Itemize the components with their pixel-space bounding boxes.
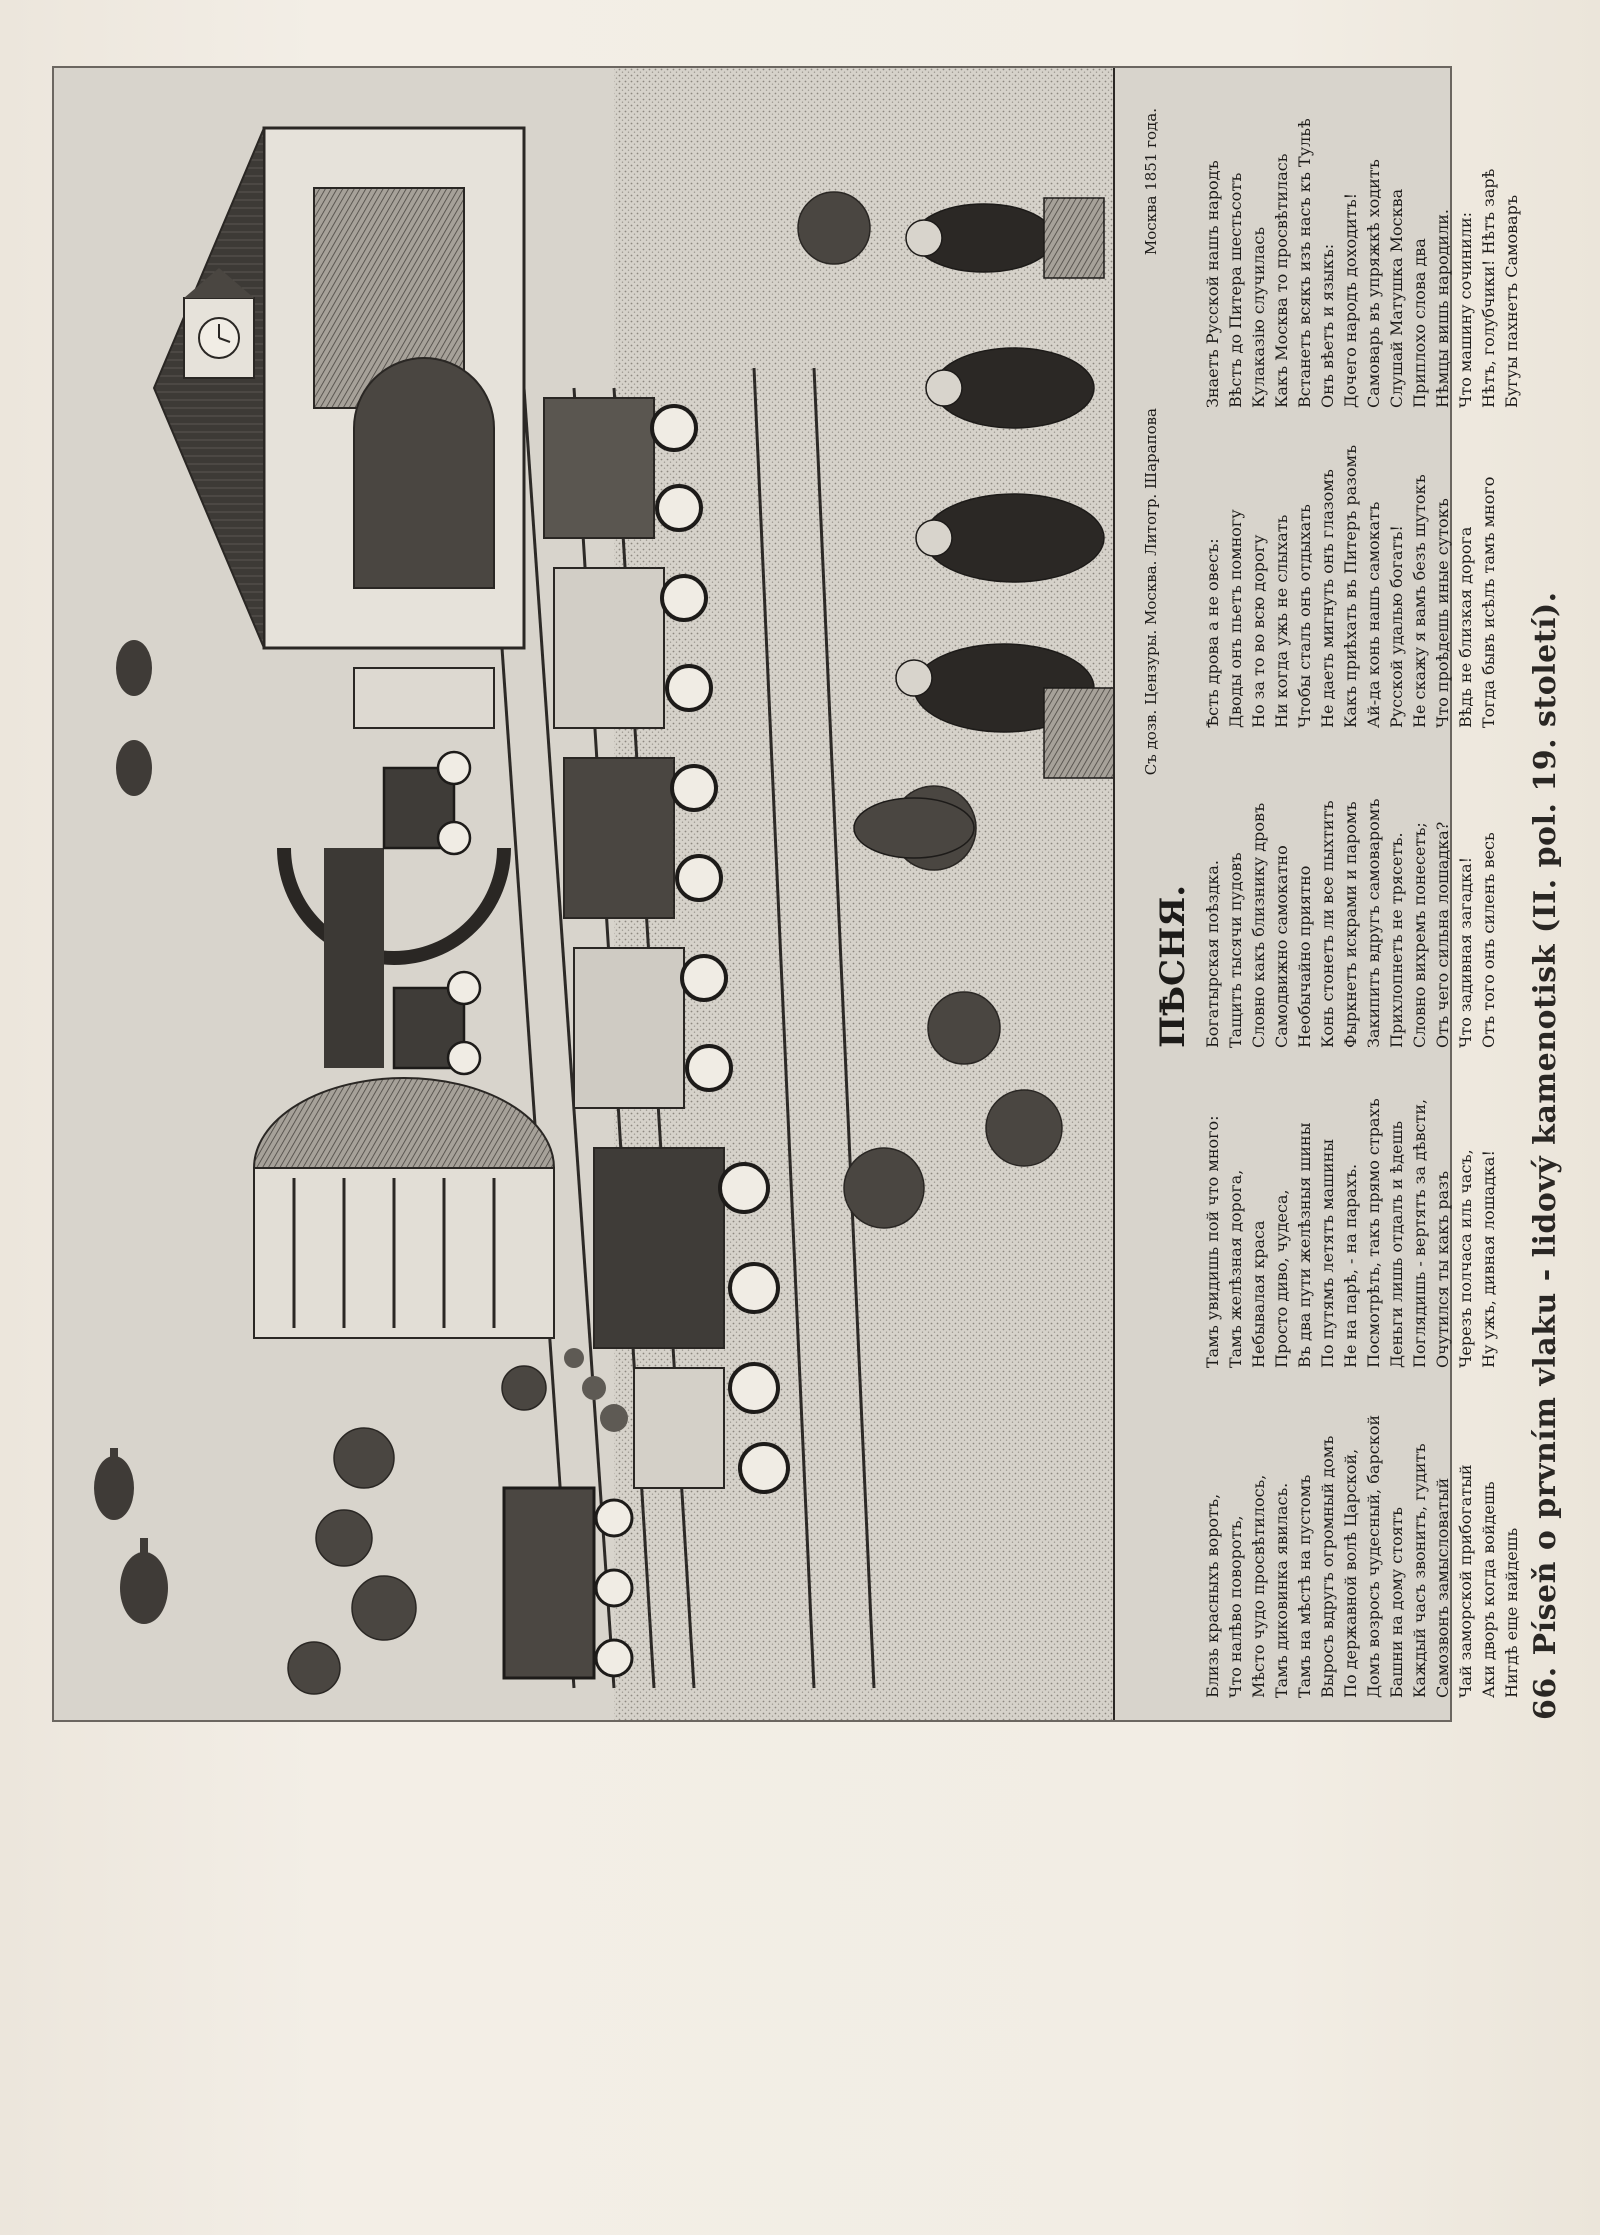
verse-line: Ай-да конь нашъ самокатъ: [1364, 501, 1383, 728]
verse-line: Фыркнетъ искрами и паромъ: [1341, 801, 1360, 1048]
song-title: ПѢСНЯ.: [1153, 884, 1193, 1048]
verse-line: Въ два пути желѣзныя шины: [1295, 1122, 1314, 1368]
verse-line: Дочего народъ доходитъ!: [1341, 192, 1360, 408]
verse-line: Нигдѣ еще найдешь: [1502, 1527, 1521, 1698]
figure-caption: 66. Píseň o prvním vlaku - lidový kamenotisk (II. pol. 19. století).: [1528, 591, 1563, 1720]
verse-line: Тамъ диковинка явилась.: [1272, 1482, 1291, 1698]
verse-line: Вѣдь не близкая дорога: [1456, 526, 1475, 728]
verse-line: Тамъ желѣзная дорога,: [1226, 1169, 1245, 1368]
verse-line: Знаетъ Русской нашъ народъ: [1203, 160, 1222, 408]
verse-line: Не на парѣ, - на парахъ.: [1341, 1163, 1360, 1368]
verse-line: Отъ того онъ силенъ весь: [1479, 832, 1498, 1048]
verse-line: Не скажу я вамъ безъ шутокъ: [1410, 474, 1429, 728]
verse-line: Бугуы пахнетъ Самоваръ: [1502, 194, 1521, 408]
verse-line: Словно какъ близнику дровъ: [1249, 802, 1268, 1048]
verse-line: Черезъ полчаса иль часъ,: [1456, 1149, 1475, 1368]
verse-line: Слушай Матушка Москва: [1387, 188, 1406, 408]
verse-line: Что налѣво поворотъ,: [1226, 1515, 1245, 1698]
verse-line: Нѣтъ, голубчики! Нѣтъ зарѣ: [1479, 168, 1498, 408]
verse-line: Нѣмцы вишь народили.: [1433, 208, 1452, 408]
verse-line: Онъ вѣетъ и языкъ:: [1318, 243, 1337, 408]
print-header-left: Съ дозв. Цензуры. Москва. Литогр. Шарапова: [1142, 408, 1160, 776]
verse-line: Ѣсть дрова а не овесъ:: [1203, 538, 1222, 728]
verse-line: Самоварь въ упряжкѣ ходитъ: [1364, 159, 1383, 408]
verse-line: Богатырская поѣздка.: [1203, 860, 1222, 1048]
verse-line: Мѣсто чудо просвѣтилось,: [1249, 1474, 1268, 1698]
verse-line: Тамъ увидишь пой что много:: [1203, 1115, 1222, 1368]
verse-line: Вѣстъ до Питера шестьсотъ: [1226, 172, 1245, 408]
verse-line: Прихлопнетъ не трясетъ.: [1387, 832, 1406, 1048]
verse-line: Ну ужъ, дивная лошадка!: [1479, 1150, 1498, 1368]
verse-line: Просто диво, чудеса,: [1272, 1189, 1291, 1368]
verse-line: Тамъ на мѣстѣ на пустомъ: [1295, 1474, 1314, 1698]
verse-line: Русской удалью богатъ!: [1387, 525, 1406, 728]
lithograph-plate: [52, 66, 1521, 1722]
verse-line: Башни на дому стоятъ: [1387, 1507, 1406, 1698]
verse-line: Близь красныхъ воротъ,: [1203, 1493, 1222, 1698]
verse-line: Что проѣдешь иные сутокъ: [1433, 498, 1452, 728]
verse-line: Каждый часъ звонитъ, гудитъ: [1410, 1443, 1429, 1698]
verse-line: Чай заморской прибогатый: [1456, 1464, 1475, 1698]
verse-line: По путямъ летятъ машины: [1318, 1138, 1337, 1368]
verse-line: Дводы онъ пьетъ помногу: [1226, 509, 1245, 728]
verse-line: Кулаказію случилась: [1249, 226, 1268, 408]
verse-line: Выросъ вдругъ огромный домъ: [1318, 1435, 1337, 1698]
verse-line: Что задивная загадка!: [1456, 856, 1475, 1048]
verse-line: По державной волѣ Царской,: [1341, 1448, 1360, 1698]
verse-line: Конь стонетъ ли все пыхтитъ: [1318, 800, 1337, 1048]
verse-line: Тащитъ тысячи пудовъ: [1226, 852, 1245, 1048]
verse-line: Деньги лишь отдалъ и ѣдешь: [1387, 1120, 1406, 1368]
verse-line: Чтобы сталъ онъ отдыхать: [1295, 504, 1314, 728]
verse-line: Отъ чего сильна лошадка?: [1433, 821, 1452, 1048]
verse-line: Какъ Москва то просвѣтилась: [1272, 153, 1291, 408]
verse-line: Но за то во всю дорогу: [1249, 534, 1268, 728]
verse-line: Ни когда ужь не слыхать: [1272, 514, 1291, 728]
verse-line: Самодвижно самокатно: [1272, 845, 1291, 1048]
verse-line: Какъ приѣхать въ Питеръ разомъ: [1341, 444, 1360, 728]
verse-line: Аки дворъ когда войдешь: [1479, 1481, 1498, 1698]
domed-rotunda: [254, 1078, 554, 1338]
verse-line: Необычайно приятно: [1295, 865, 1314, 1048]
verse-line: Посмотрѣть, такъ прямо страхъ: [1364, 1098, 1383, 1368]
verse-line: Самозвонъ замысловатый: [1433, 1477, 1452, 1698]
verse-line: Поглядишь - вертятъ за дѣвсти,: [1410, 1098, 1429, 1368]
lithograph-illustration: [54, 68, 1521, 1720]
print-header-right: Москва 1851 года.: [1142, 108, 1160, 256]
verse-line: Очутился ты какъ разъ: [1433, 1170, 1452, 1368]
verse-line: Приплохо слова два: [1410, 238, 1429, 408]
verse-line: Не даеть мигнуть онъ глазомъ: [1318, 469, 1337, 728]
second-locomotive: [504, 1488, 632, 1678]
verse-line: Закипитъ вдругъ самоваромъ: [1364, 798, 1383, 1048]
verse-line: Встанетъ всякъ изъ насъ къ Тульѣ: [1295, 118, 1314, 408]
verse-line: Тогда бывъ исѣлъ тамъ много: [1479, 476, 1498, 728]
verse-line: Что машину сочинили:: [1456, 211, 1475, 408]
verse-line: Словно вихремъ понесетъ;: [1410, 822, 1429, 1048]
verse-line: Небывалая краса: [1249, 1220, 1268, 1368]
verse-line: Домъ возросъ чудесный, барской: [1364, 1415, 1383, 1698]
